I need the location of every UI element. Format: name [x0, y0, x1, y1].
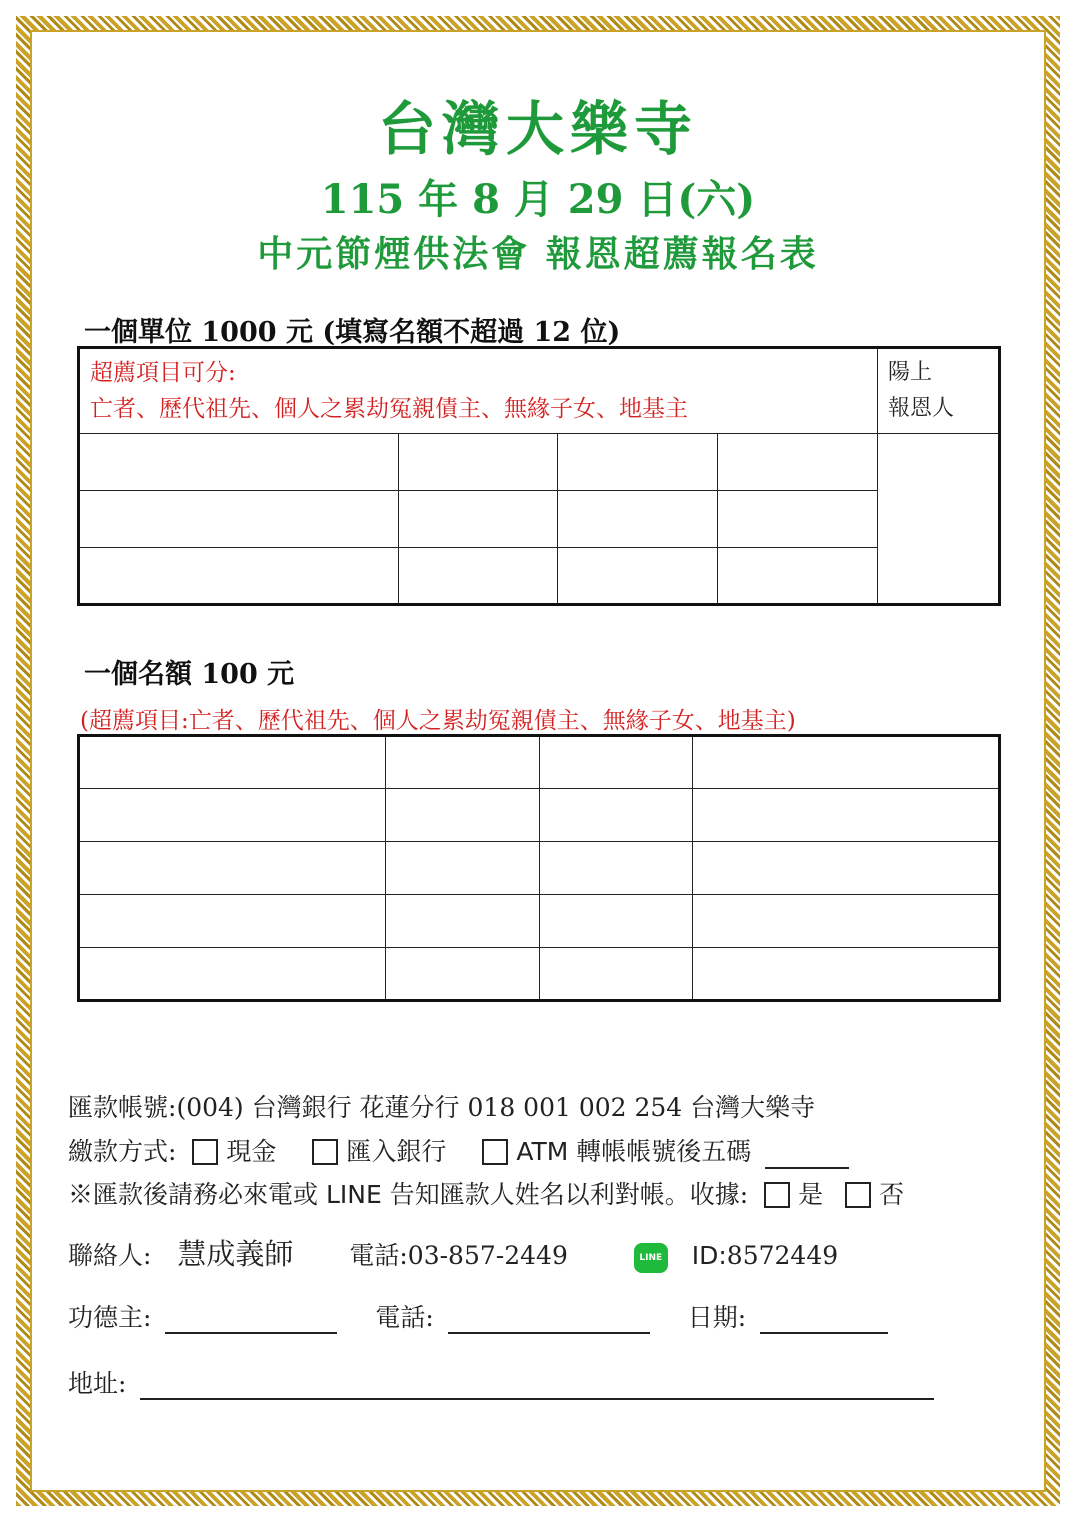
receipt-no-checkbox[interactable]: [845, 1182, 871, 1208]
notice-text: 匯款後請務必來電或: [93, 1180, 319, 1209]
cash-label: 現金: [226, 1137, 277, 1166]
unit-cell[interactable]: [718, 548, 878, 605]
unit-cell[interactable]: [718, 434, 878, 491]
date-label: 日期:: [687, 1303, 747, 1332]
unit-items-label: 超薦項目可分:: [90, 360, 236, 386]
contact-name: 慧成義師: [177, 1237, 294, 1271]
atm-label: 轉帳帳號後五碼: [576, 1137, 752, 1166]
unit-items-cell: [79, 348, 878, 434]
unit-cell[interactable]: [558, 548, 718, 605]
name-cell[interactable]: [79, 736, 386, 789]
receipt-yes-label: 是: [798, 1180, 824, 1209]
account-value: (004) 台灣銀行 花蓮分行 018 001 002 254 台灣大樂寺: [176, 1093, 816, 1122]
contact-label: 聯絡人:: [68, 1241, 152, 1270]
name-cell[interactable]: [386, 895, 540, 948]
contact-phone-label: 電話:: [349, 1241, 408, 1270]
event-title: 中元節煙供法會 報恩超薦報名表: [257, 233, 819, 275]
name-cell[interactable]: [539, 789, 693, 842]
name-cell[interactable]: [693, 842, 1000, 895]
line-id-label: ID:: [691, 1241, 727, 1270]
notice-mark: ※: [68, 1180, 94, 1209]
bank-checkbox[interactable]: [312, 1139, 338, 1165]
unit-side-header: [878, 348, 1000, 434]
address-field[interactable]: [140, 1398, 934, 1400]
address-row: [68, 1364, 934, 1400]
unit-cell[interactable]: [398, 548, 558, 605]
contact-row: [68, 1232, 838, 1273]
unit-cell[interactable]: [398, 434, 558, 491]
name-cell[interactable]: [79, 948, 386, 1001]
name-cell[interactable]: [693, 789, 1000, 842]
notice-text-2: 告知匯款人姓名以利對帳。收據:: [389, 1180, 749, 1209]
notice-line: LINE: [325, 1180, 382, 1209]
beneficiary-cell[interactable]: [878, 434, 1000, 605]
unit-items-list: 亡者、歷代祖先、個人之累劫冤親債主、無緣子女、地基主: [90, 396, 688, 422]
atm-digits-field[interactable]: [765, 1167, 849, 1169]
name-cell[interactable]: [79, 895, 386, 948]
atm-prefix: ATM: [516, 1137, 569, 1166]
name-cell[interactable]: [386, 789, 540, 842]
line-icon: LINE: [634, 1243, 668, 1273]
unit-cell[interactable]: [79, 434, 399, 491]
receipt-yes-checkbox[interactable]: [764, 1182, 790, 1208]
side-header-1: 陽上: [888, 360, 933, 385]
temple-name: 台灣大樂寺: [377, 95, 698, 163]
account-row: [68, 1088, 815, 1124]
side-header-2: 報恩人: [888, 396, 955, 421]
line-id: 8572449: [726, 1241, 839, 1270]
name-cell[interactable]: [539, 736, 693, 789]
unit-cell[interactable]: [79, 491, 399, 548]
name-table: [77, 734, 1001, 1002]
atm-checkbox[interactable]: [482, 1139, 508, 1165]
unit-cell[interactable]: [79, 548, 399, 605]
name-items-note: (超薦項目:亡者、歷代祖先、個人之累劫冤親債主、無緣子女、地基主): [80, 708, 796, 734]
name-section-title: 一個名額 100 元: [84, 659, 295, 690]
donor-phone-field[interactable]: [448, 1332, 650, 1334]
contact-phone: 03-857-2449: [407, 1241, 568, 1270]
name-cell[interactable]: [79, 842, 386, 895]
donor-row: [68, 1298, 888, 1334]
unit-cell[interactable]: [558, 491, 718, 548]
unit-table: [77, 346, 1001, 606]
name-cell[interactable]: [693, 948, 1000, 1001]
event-date: 115 年 8 月 29 日(六): [320, 176, 756, 223]
name-cell[interactable]: [386, 948, 540, 1001]
name-cell[interactable]: [386, 842, 540, 895]
unit-cell[interactable]: [398, 491, 558, 548]
name-cell[interactable]: [693, 736, 1000, 789]
date-field[interactable]: [760, 1332, 888, 1334]
donor-phone-label: 電話:: [375, 1303, 434, 1332]
payment-method-row: [68, 1132, 849, 1169]
bank-label: 匯入銀行: [346, 1137, 447, 1166]
donor-field[interactable]: [165, 1332, 337, 1334]
name-cell[interactable]: [539, 948, 693, 1001]
cash-checkbox[interactable]: [192, 1139, 218, 1165]
receipt-no-label: 否: [879, 1180, 905, 1209]
name-cell[interactable]: [539, 895, 693, 948]
donor-label: 功德主:: [68, 1303, 152, 1332]
notice-row: [68, 1175, 904, 1212]
address-label: 地址:: [68, 1369, 127, 1398]
account-label: 匯款帳號:: [68, 1093, 177, 1122]
name-cell[interactable]: [79, 789, 386, 842]
name-cell[interactable]: [386, 736, 540, 789]
unit-cell[interactable]: [718, 491, 878, 548]
unit-section-title: 一個單位 1000 元 (填寫名額不超過 12 位): [84, 317, 621, 348]
payment-method-label: 繳款方式:: [68, 1137, 177, 1166]
unit-cell[interactable]: [558, 434, 718, 491]
name-cell[interactable]: [693, 895, 1000, 948]
name-cell[interactable]: [539, 842, 693, 895]
